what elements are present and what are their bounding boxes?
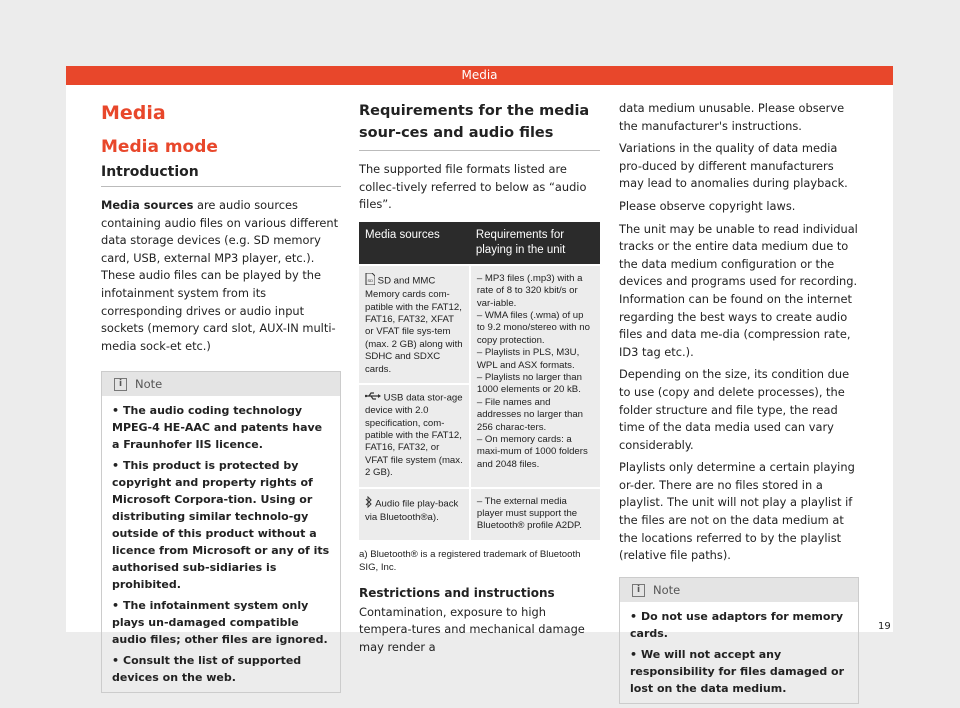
table-cell-source: SD SD and MMC Memory cards com-patible with the FAT12, FAT16, FAT32, XFAT or VFAT file sys-tem (max. 2 GB) along with SDHC and SDXC cards. [359, 265, 470, 384]
sd-card-icon [365, 273, 375, 289]
intro-text: are audio sources containing audio files on various different data storage devices (e.g. SD memory card, USB, external MP3 player, etc.). These audio files can be played by the infotainment system from its corresponding drives or audio input sockets (memory card slot, AUX-IN multi-media sock-et etc.) [101, 198, 339, 353]
requirements-title: Requirements for the media sour-ces and audio files [359, 100, 600, 151]
info-icon: i [632, 584, 645, 597]
note-title: Note [135, 377, 163, 392]
note-header [620, 578, 858, 602]
table-cell-requirements: – MP3 files (.mp3) with a rate of 8 to 320 kbit/s or var-iable. – WMA files (.wma) of up to 9.2 mono/stereo with no copy protection. – Playlists in PLS, M3U, WPL and ASX formats. – Playlists no larger than 1000 elements or 20 kB. – File names and addresses no larger than 256 charac-ters. – On memory cards: a maxi-mum of 1000 folders and 2048 files. [470, 265, 600, 488]
restrictions-text: Contamination, exposure to high tempera-tures and mechanical damage may render a [359, 604, 585, 655]
section-header-bar: Media [66, 66, 893, 85]
table-cell-source: USB data stor-age device with 2.0 specification, com-patible with the FAT12, FAT16, FAT32, or VFAT file system (max. 2 GB). [359, 384, 470, 488]
note-item: • The infotainment system only plays un-damaged compatible audio files; other files are ignored. [112, 599, 328, 647]
table-row [359, 488, 600, 540]
table-row [359, 265, 600, 384]
bluetooth-icon [365, 496, 373, 512]
restrictions-title: Restrictions and instructions [359, 585, 555, 600]
note-list [102, 402, 340, 686]
note-item: • Consult the list of supported devices on the web. [112, 654, 302, 685]
paragraph: Variations in the quality of data media pro-duced by different manufacturers may lead to anomalies during playback. [619, 141, 848, 191]
chapter-title: Media [101, 102, 166, 124]
column-1 [101, 100, 341, 693]
paragraph: Depending on the size, its condition due to use (copy and delete processes), the folder structure and file type, the read time of the data media used can vary considerably. [619, 367, 850, 452]
table-footnote: a) Bluetooth® is a registered trademark of Bluetooth SIG, Inc. [359, 548, 581, 573]
paragraph: Playlists only determine a certain playing or-der. There are no files stored in a playlist. The unit will not play a playlist if the files are not on the data medium at the locations referred to by the playlist (relative file paths). [619, 460, 855, 563]
info-icon: i [114, 378, 127, 391]
intro-paragraph [101, 197, 341, 355]
table-header-sources: Media sources [359, 222, 470, 265]
note-header [102, 372, 340, 396]
column-2 [359, 100, 600, 662]
paragraph: The unit may be unable to read individual tracks or the entire data medium due to the data medium configuration or the devices and programs used for recording. Information can be found on the internet regarding the best ways to create audio files and data me-dia (compression rate, ID3 tag etc.). [619, 221, 858, 359]
table-cell-requirements: – The external media player must support the Bluetooth® profile A2DP. [470, 488, 600, 540]
page-number: 19 [878, 621, 891, 632]
column-3 [619, 100, 859, 704]
note-item: • We will not accept any responsibility for files damaged or lost on the data medium. [630, 647, 845, 695]
note-box [619, 577, 859, 704]
table-header-requirements: Requirements for playing in the unit [470, 222, 600, 265]
subsection-title: Introduction [101, 164, 341, 187]
note-list [620, 608, 858, 697]
requirements-intro: The supported file formats listed are collec-tively referred to below as “audio files”. [359, 162, 587, 212]
intro-bold-term: Media sources [101, 198, 194, 212]
usb-icon [365, 392, 381, 404]
note-title: Note [653, 582, 681, 597]
paragraph: data medium unusable. Please observe the manufacturer's instructions. [619, 101, 845, 133]
note-item: • Do not use adaptors for memory cards. [630, 609, 844, 640]
note-item: • This product is protected by copyright and property rights of Microsoft Corpora-tion. Using or distributing similar technolo-gy outside of this product without a licence from Microsoft or any of its authorised sub-sidiaries is prohibited. [112, 459, 330, 592]
requirements-table [359, 222, 600, 540]
note-box [101, 371, 341, 693]
svg-text:SD: SD [367, 277, 374, 283]
table-cell-source: Audio file play-back via Bluetooth®a). [359, 488, 470, 540]
paragraph: Please observe copyright laws. [619, 198, 796, 213]
section-title: Media mode [101, 137, 218, 157]
note-item: • The audio coding technology MPEG-4 HE-AAC and patents have a Fraunhofer IIS licence. [112, 404, 323, 452]
